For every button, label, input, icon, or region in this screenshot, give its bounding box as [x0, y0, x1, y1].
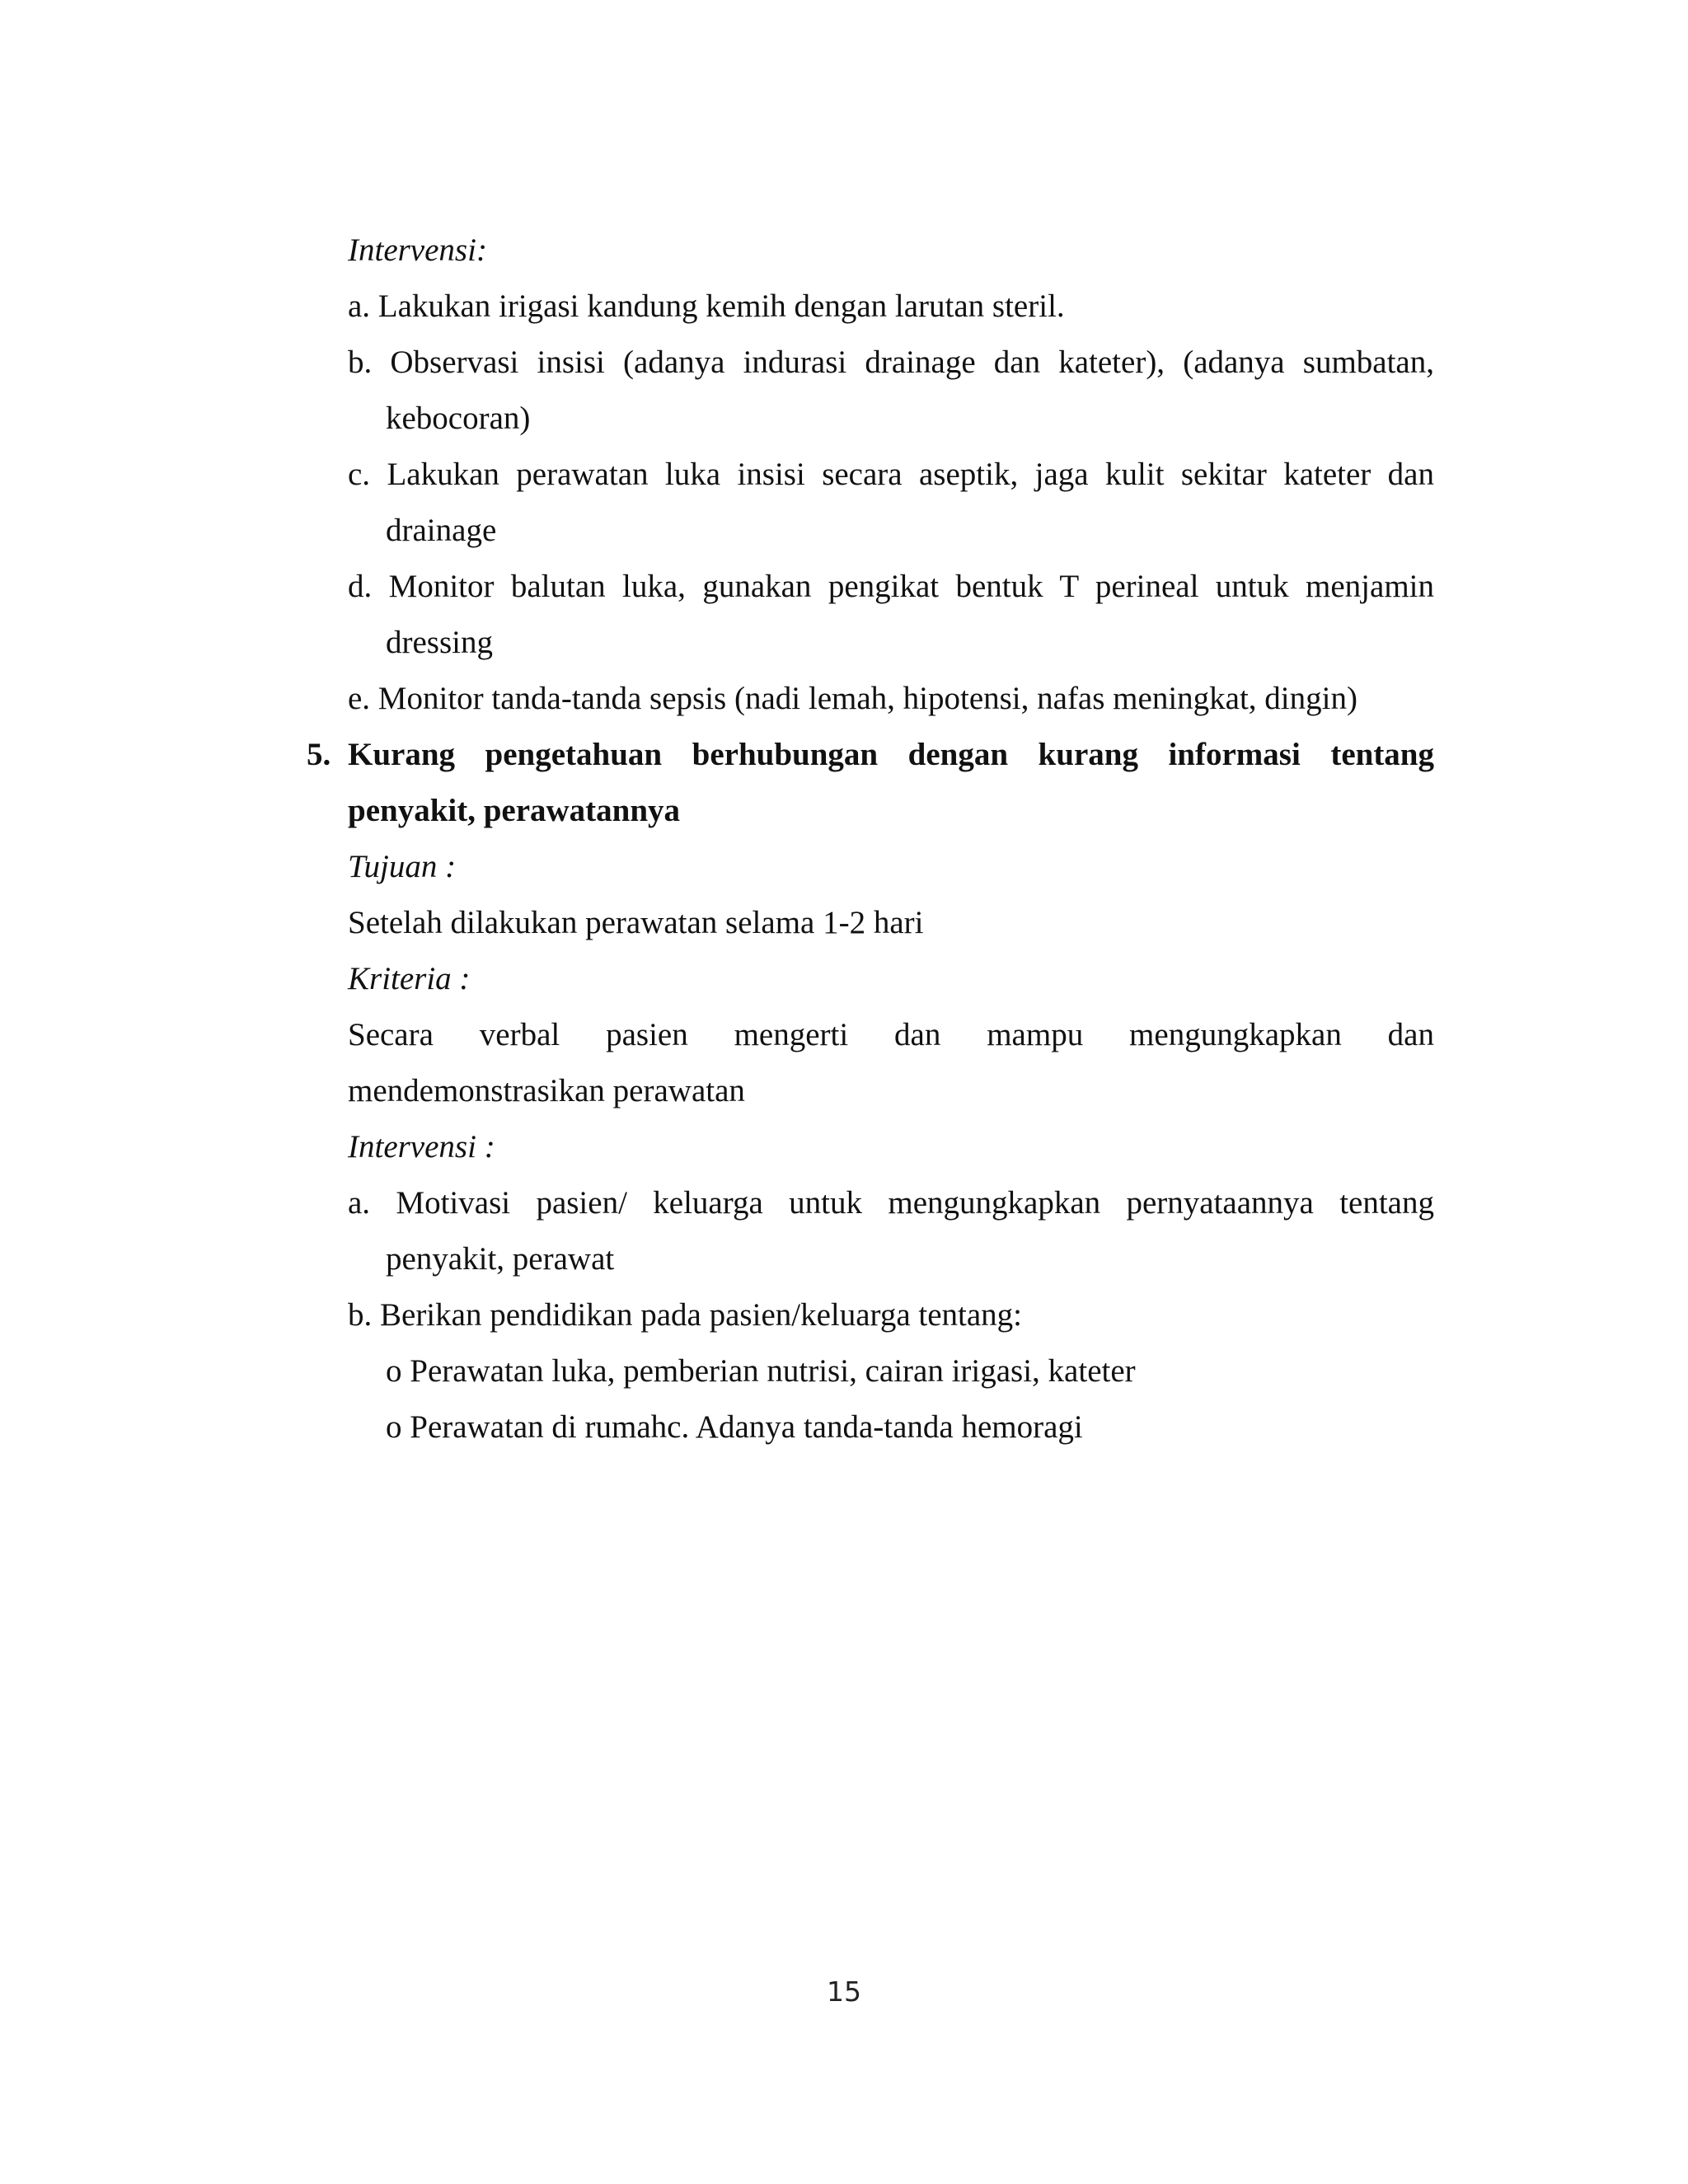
sub-item-1: o Perawatan luka, pemberian nutrisi, cairan irigasi, kateter	[386, 1353, 1136, 1389]
list-item-d-line1: d. Monitor balutan luka, gunakan pengikat bentuk T perineal untuk menjamin	[348, 569, 1434, 604]
section-5-item-a-line2: penyakit, perawat	[386, 1241, 615, 1277]
section-5-heading-line2: penyakit, perawatannya	[348, 793, 681, 828]
section-5-heading	[307, 727, 1434, 783]
list-item-a: a. Lakukan irigasi kandung kemih dengan larutan steril.	[348, 288, 1065, 324]
intervensi-label: Intervensi:	[348, 232, 487, 268]
sub-item-2: o Perawatan di rumahc. Adanya tanda-tanda hemoragi	[386, 1409, 1083, 1445]
tujuan-text: Setelah dilakukan perawatan selama 1-2 hari	[348, 905, 924, 940]
kriteria-text-line1: Secara verbal pasien mengerti dan mampu mengungkapkan dan	[348, 1017, 1434, 1052]
tujuan-label: Tujuan :	[348, 849, 457, 884]
section-5-number: 5.	[307, 737, 331, 772]
list-item-c-line1: c. Lakukan perawatan luka insisi secara aseptik, jaga kulit sekitar kateter dan	[348, 457, 1434, 492]
kriteria-text-line2: mendemonstrasikan perawatan	[348, 1073, 745, 1108]
list-item-e: e. Monitor tanda-tanda sepsis (nadi lemah, hipotensi, nafas meningkat, dingin)	[348, 681, 1357, 716]
section-5-item-a-line1: a. Motivasi pasien/ keluarga untuk mengungkapkan pernyataannya tentang	[348, 1185, 1434, 1221]
section-5-heading-line1: Kurang pengetahuan berhubungan dengan kurang informasi tentang	[348, 737, 1434, 772]
list-item-d-line2: dressing	[386, 625, 493, 660]
section-5-item-b: b. Berikan pendidikan pada pasien/keluarga tentang:	[348, 1297, 1023, 1333]
intervensi-label-2: Intervensi :	[348, 1129, 495, 1165]
kriteria-label: Kriteria :	[348, 961, 471, 996]
list-item-b-line2: kebocoran)	[386, 401, 531, 436]
list-item-b-line1: b. Observasi insisi (adanya indurasi drainage dan kateter), (adanya sumbatan,	[348, 344, 1434, 380]
list-item-c-line2: drainage	[386, 513, 497, 548]
page-content	[307, 223, 1434, 1455]
page-number: 15	[827, 1975, 861, 2008]
